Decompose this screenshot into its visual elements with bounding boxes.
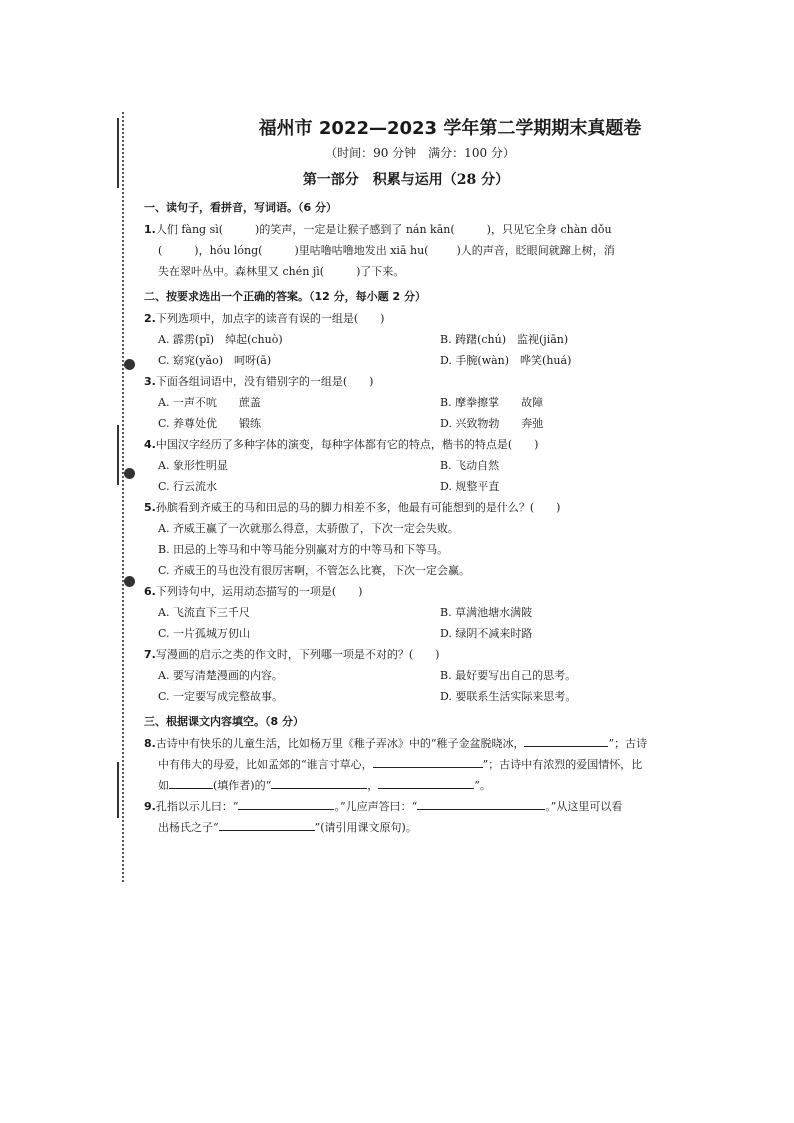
answer-blank[interactable] [428, 242, 456, 254]
section-heading: 一、读句子，看拼音，写词语。（6 分） [144, 201, 337, 214]
option-a[interactable]: A. 要写清楚漫画的内容。 [158, 669, 283, 682]
option-b[interactable]: B. 摩拳擦掌 故障 [440, 396, 544, 409]
question-text: )的笑声，一定是让猴子感到了 nán kān( [255, 223, 455, 236]
answer-blank[interactable] [162, 242, 194, 254]
answer-blank[interactable] [262, 242, 294, 254]
exam-info: （时间：90 分钟 满分：100 分） [325, 146, 515, 160]
question-stem: 中国汉字经历了多种字体的演变，每种字体都有它的特点，楷书的特点是( ) [155, 438, 539, 451]
question-text: 。”从这里可以看 [545, 800, 623, 813]
question-3 [144, 371, 656, 392]
option-a[interactable]: A. 象形性明显 [158, 459, 228, 472]
question-text: (填作者)的“ [213, 779, 272, 792]
question-text: 如 [158, 779, 169, 792]
exam-content [144, 108, 656, 838]
question-text: )了下来。 [356, 265, 405, 278]
options-grid [144, 665, 656, 707]
question-text: 古诗中有快乐的儿童生活，比如杨万里《稚子弄冰》中的“稚子金盆脱晓冰， [155, 737, 525, 750]
answer-blank[interactable] [417, 797, 545, 810]
answer-blank[interactable] [378, 776, 474, 789]
option-c[interactable]: C. 一定要写成完整故事。 [158, 690, 284, 703]
option-d[interactable]: D. 兴致物勃 奔弛 [440, 417, 544, 430]
option-c[interactable]: C. 养尊处优 锻练 [158, 417, 262, 430]
question-1-line-2 [144, 240, 656, 261]
seal-icon [124, 468, 135, 479]
question-text: 人们 fàng sì( [155, 223, 224, 236]
question-number: 1. [144, 223, 156, 236]
option-b[interactable]: B. 最好要写出自己的思考。 [440, 669, 577, 682]
part-heading: 第一部分 积累与运用（28 分） [302, 172, 510, 188]
question-text: ”(请引用课文原句)。 [314, 821, 417, 834]
option-c[interactable]: C. 行云流水 [158, 480, 218, 493]
option-d[interactable]: D. 规整平直 [440, 480, 500, 493]
question-7 [144, 644, 656, 665]
question-text: )，hóu lóng( [194, 244, 263, 257]
answer-blank[interactable] [524, 734, 608, 747]
option-d[interactable]: D. 绿阴不减来时路 [440, 627, 533, 640]
option-a[interactable]: A. 齐威王赢了一次就那么得意，太骄傲了，下次一定会失败。 [158, 522, 459, 535]
section-heading: 二、按要求选出一个正确的答案。（12 分，每小题 2 分） [144, 290, 426, 303]
binding-mark [117, 118, 119, 188]
answer-blank[interactable] [324, 263, 356, 275]
binding-mark [117, 762, 119, 818]
option-b[interactable]: B. 草满池塘水满陂 [440, 606, 533, 619]
question-text: 。”儿应声答曰：“ [334, 800, 418, 813]
question-8-line-3 [144, 775, 656, 796]
options-grid [144, 602, 656, 644]
question-9-line-2 [144, 817, 656, 838]
question-text: ”；古诗 [608, 737, 648, 750]
question-number: 2. [144, 312, 156, 325]
question-text: 中有伟大的母爱，比如孟郊的“谁言寸草心， [158, 758, 373, 771]
section-heading: 三、根据课文内容填空。（8 分） [144, 715, 304, 728]
question-number: 6. [144, 585, 156, 598]
question-text: ( [158, 244, 163, 257]
answer-blank[interactable] [271, 776, 367, 789]
question-6 [144, 581, 656, 602]
binding-line [122, 112, 124, 882]
option-b[interactable]: B. 踌躇(chú) 监视(jiān) [440, 333, 569, 346]
question-number: 9. [144, 800, 156, 813]
answer-blank[interactable] [223, 221, 255, 233]
options-list [144, 518, 656, 581]
question-number: 5. [144, 501, 156, 514]
question-5 [144, 497, 656, 518]
option-b[interactable]: B. 飞动自然 [440, 459, 500, 472]
question-stem: 下列选项中，加点字的读音有误的一组是( ) [155, 312, 385, 325]
option-d[interactable]: D. 手腕(wàn) 哗笑(huá) [440, 354, 572, 367]
question-stem: 写漫画的启示之类的作文时，下列哪一项是不对的？( ) [155, 648, 440, 661]
question-number: 8. [144, 737, 156, 750]
options-grid [144, 329, 656, 371]
question-8 [144, 733, 656, 754]
seal-icon [124, 359, 135, 370]
answer-blank[interactable] [455, 221, 487, 233]
question-1-line-3 [144, 261, 656, 282]
question-number: 7. [144, 648, 156, 661]
question-text: ， [367, 779, 379, 792]
question-text: )人的声音，眨眼间就蹿上树，消 [456, 244, 615, 257]
options-grid [144, 455, 656, 497]
question-text: 失在翠叶丛中。森林里又 chén jì( [158, 265, 325, 278]
option-c[interactable]: C. 齐威王的马也没有很厉害啊，不管怎么比赛，下次一定会赢。 [158, 564, 471, 577]
question-text: ”；古诗中有浓烈的爱国情怀，比 [482, 758, 643, 771]
answer-blank[interactable] [238, 797, 334, 810]
question-stem: 下面各组词语中，没有错别字的一组是( ) [155, 375, 374, 388]
question-8-line-2 [144, 754, 656, 775]
answer-blank[interactable] [219, 818, 315, 831]
option-b[interactable]: B. 田忌的上等马和中等马能分别赢对方的中等马和下等马。 [158, 543, 449, 556]
options-grid [144, 392, 656, 434]
question-1 [144, 219, 656, 240]
binding-mark [117, 425, 119, 485]
page-title: 福州市 2022—2023 学年第二学期期末真题卷 [258, 118, 642, 139]
question-number: 4. [144, 438, 156, 451]
question-number: 3. [144, 375, 156, 388]
option-c[interactable]: C. 一片孤城万仞山 [158, 627, 251, 640]
option-c[interactable]: C. 窈窕(yǎo) 呵呀(ā) [158, 354, 272, 367]
option-a[interactable]: A. 霹雳(pī) 绰起(chuò) [158, 333, 283, 346]
question-stem: 下列诗句中，运用动态描写的一项是( ) [155, 585, 363, 598]
question-4 [144, 434, 656, 455]
option-a[interactable]: A. 一声不吭 蔗盖 [158, 396, 261, 409]
question-text: )，只见它全身 chàn dǒu [486, 223, 612, 236]
option-d[interactable]: D. 要联系生活实际来思考。 [440, 690, 577, 703]
answer-blank[interactable] [373, 755, 483, 768]
question-text: ”。 [474, 779, 491, 792]
question-text: 孔指以示儿曰：“ [155, 800, 239, 813]
question-stem: 孙膑看到齐威王的马和田忌的马的脚力相差不多，他最有可能想到的是什么？( ) [155, 501, 561, 514]
option-a[interactable]: A. 飞流直下三千尺 [158, 606, 250, 619]
question-2 [144, 308, 656, 329]
question-9 [144, 796, 656, 817]
answer-blank[interactable] [169, 776, 213, 789]
seal-icon [124, 576, 135, 587]
question-text: 出杨氏之子“ [158, 821, 219, 834]
question-text: )里咕噜咕噜地发出 xiā hu( [294, 244, 429, 257]
